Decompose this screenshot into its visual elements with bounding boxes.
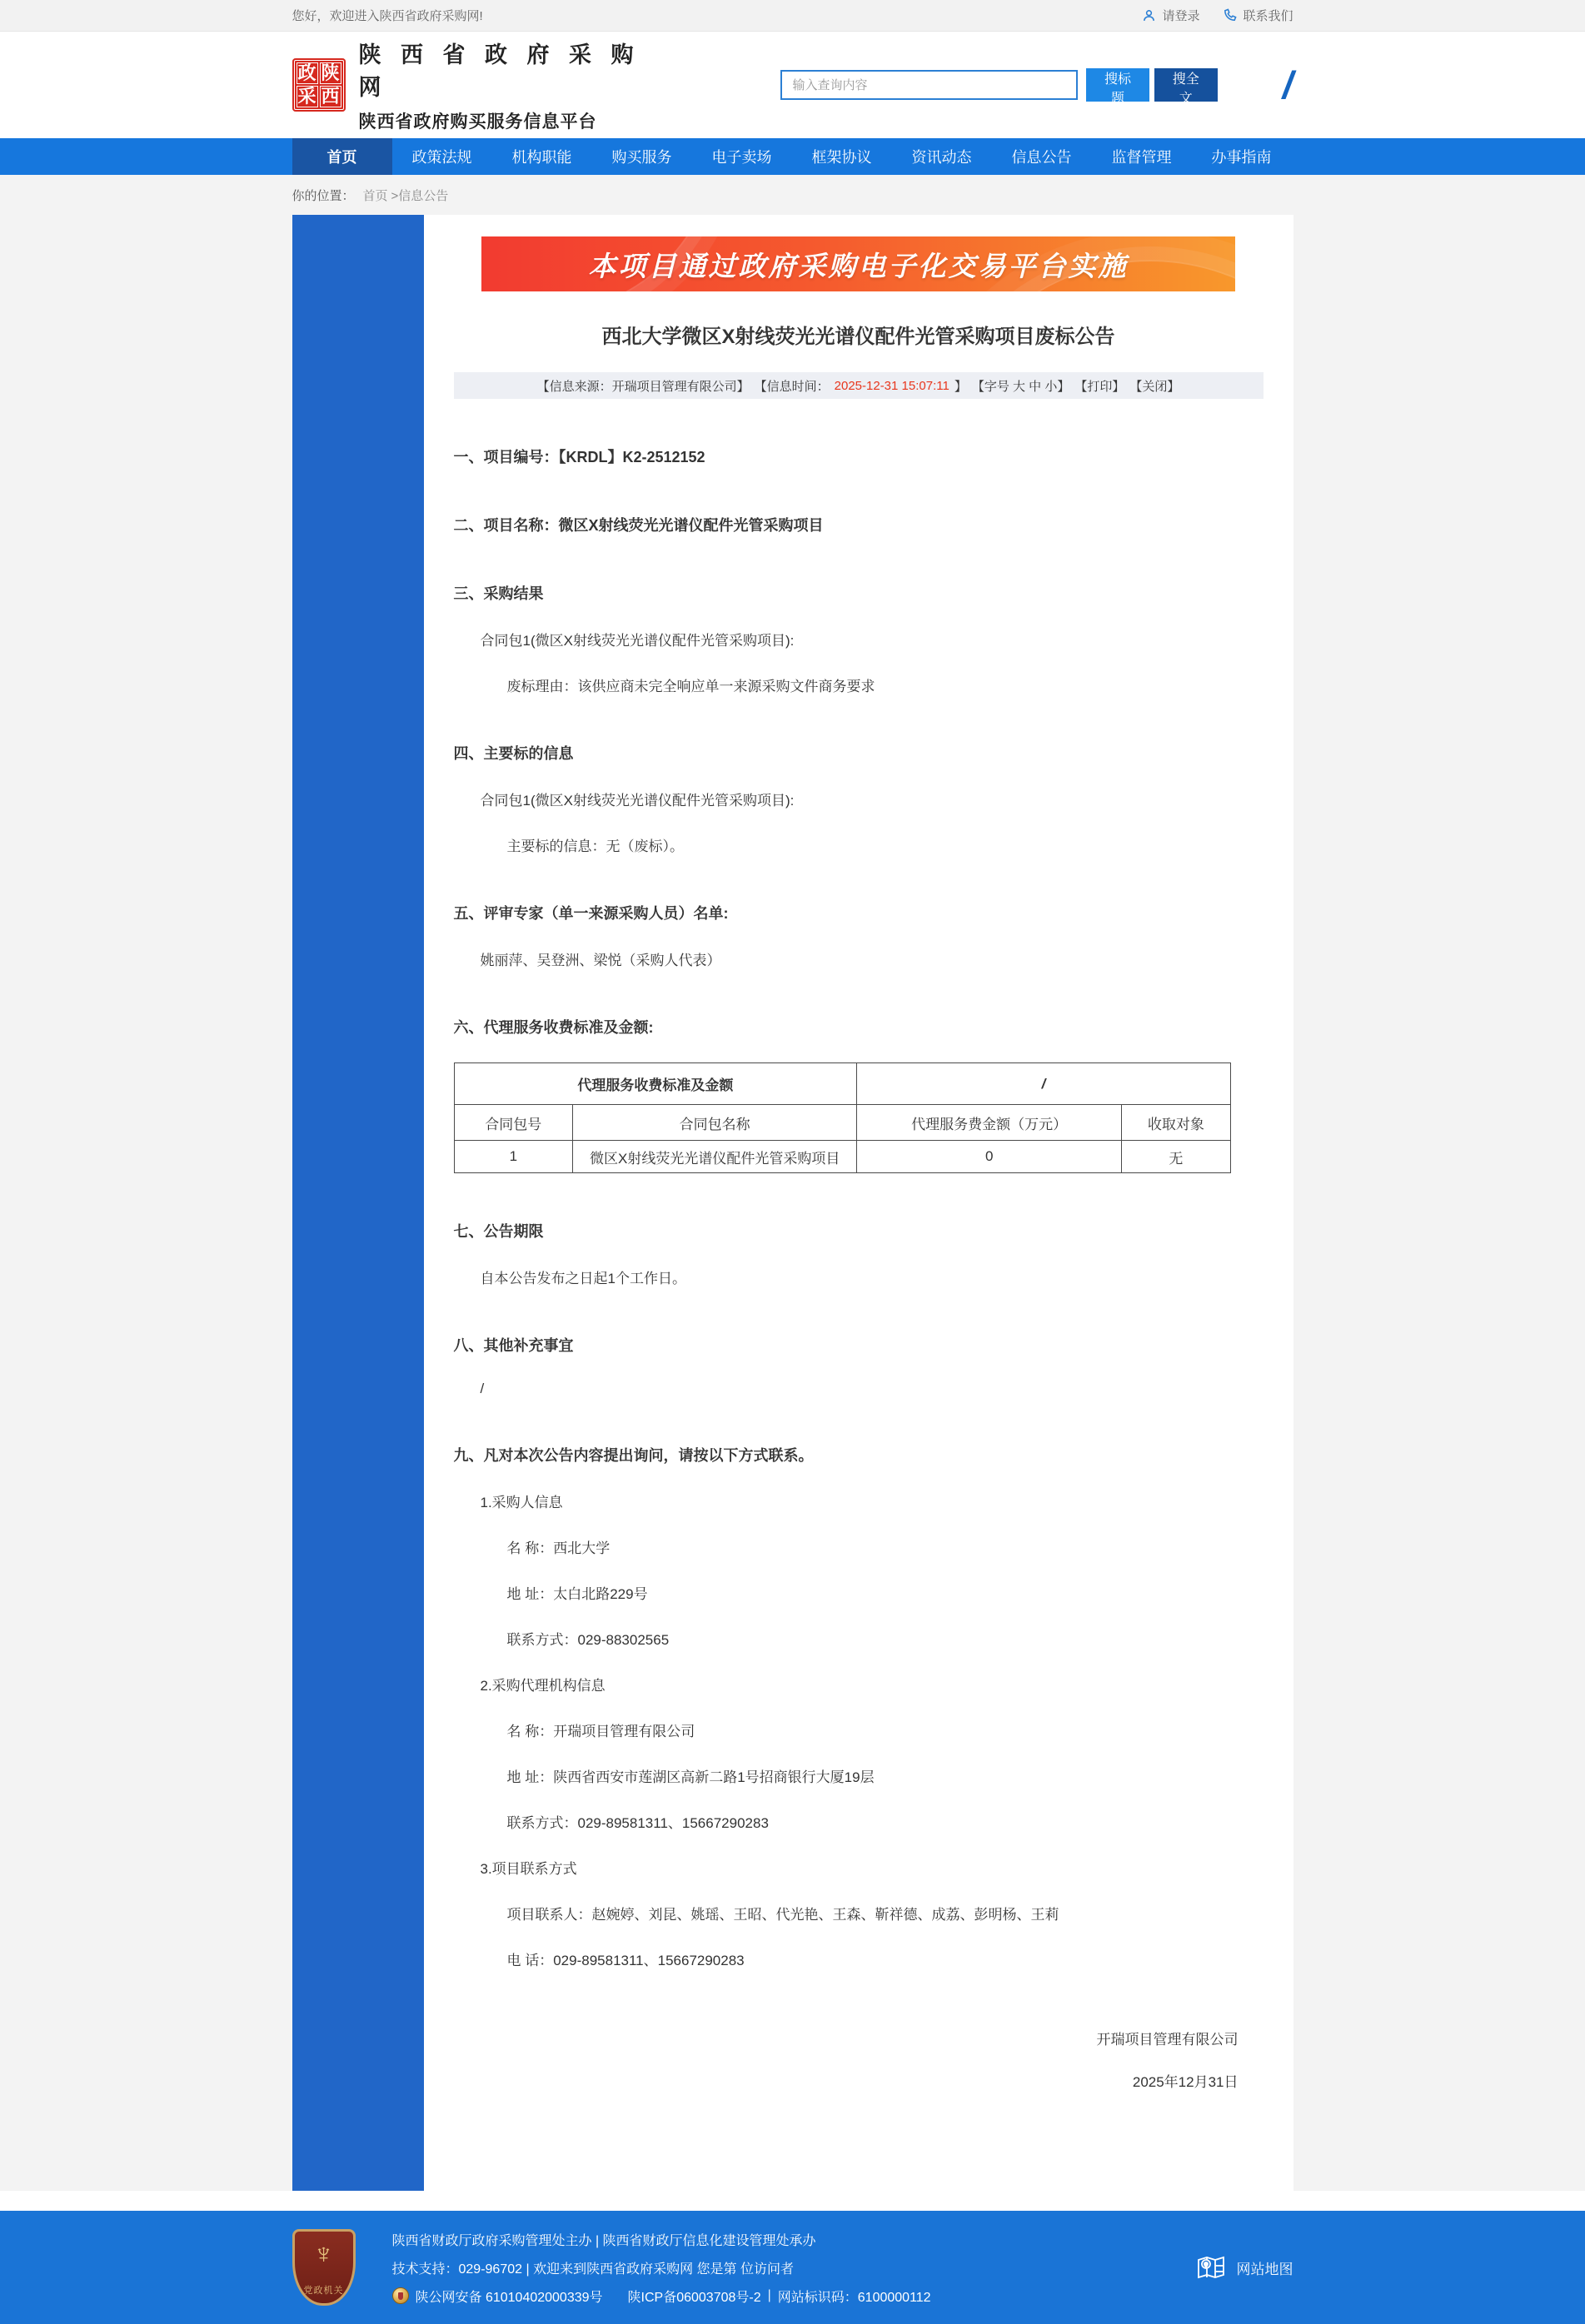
site-logo[interactable] [292,37,681,133]
site-code: 网站标识码：6100000112 [777,2290,931,2305]
paragraph: 地 址：陕西省西安市莲湖区高新二路1号招商银行大厦19层 [506,1769,875,1785]
info-time-prefix: 【信息时间： [754,379,830,394]
police-badge-icon [392,2287,409,2304]
paragraph: 废标理由：该供应商未完全响应单一来源采购文件商务要求 [506,679,875,694]
user-icon [1142,8,1156,22]
paragraph: 主要标的信息：无（废标）。 [506,839,684,854]
signature-date: 2025年12月31日 [1132,2074,1239,2090]
table-column-header: 合同包名称 [573,1105,857,1141]
table-cell: 0 [857,1141,1122,1173]
nav-item-8[interactable]: 信息公告 [1011,149,1072,166]
paragraph: 联系方式：029-88302565 [506,1632,670,1648]
paragraph: 自本公告发布之日起1个工作日。 [480,1271,686,1286]
banner-text: 本项目通过政府采购电子化交易平台实施 [588,250,1129,281]
table-cell: 无 [1122,1141,1231,1173]
paragraph: 项目联系人：赵婉婷、刘昆、姚瑶、王昭、代光艳、王森、靳祥德、成荔、彭明杨、王莉 [506,1907,1059,1923]
table-cell: 微区X射线荧光光谱仪配件光管采购项目 [573,1141,857,1173]
login-link[interactable]: 请登录 [1142,7,1199,24]
contact-link[interactable]: 联系我们 [1223,7,1293,24]
signature-block [454,2028,1264,2091]
section-4 [454,742,1264,855]
search-fulltext-button[interactable]: 搜全文 [1154,68,1218,102]
logo-char: 采 [297,86,317,107]
table-column-header: 代理服务费金额（万元） [857,1105,1122,1141]
table-column-header: 收取对象 [1122,1105,1231,1141]
section-heading: 三、采购结果 [453,585,544,602]
nav-item-3[interactable]: 机构职能 [511,149,572,166]
paragraph: 联系方式：029-89581311、15667290283 [506,1815,769,1831]
paragraph: 1.采购人信息 [480,1495,563,1510]
section-5 [454,902,1264,969]
table-row [454,1141,1230,1173]
topbar [0,0,1585,32]
section-1 [454,445,1264,467]
info-time: 2025-12-31 15:07:11 [834,378,950,393]
paragraph: 3.项目联系方式 [480,1861,577,1877]
section-7 [454,1220,1264,1287]
info-source: 【信息来源：开瑞项目管理有限公司】 [536,379,750,394]
section-heading: 二、项目名称：微区X射线荧光光谱仪配件光管采购项目 [453,517,824,534]
nav-item-7[interactable]: 资讯动态 [911,149,972,166]
paragraph: / [480,1381,485,1396]
close-button[interactable]: 【关闭】 [1129,379,1180,394]
signature-org: 开瑞项目管理有限公司 [1096,2032,1239,2048]
search-title-button[interactable]: 搜标题 [1086,68,1149,102]
party-gov-badge-icon [292,2229,356,2306]
nav-item-5[interactable]: 电子卖场 [711,149,772,166]
section-heading: 九、凡对本次公告内容提出询问，请按以下方式联系。 [453,1447,814,1464]
sitemap-icon [1197,2255,1225,2280]
sitemap-link[interactable]: 网站地图 [1197,2255,1293,2280]
article-title: 西北大学微区X射线荧光光谱仪配件光管采购项目废标公告 [601,326,1115,348]
nav-item-1[interactable]: 首页 [292,138,392,175]
section-8 [454,1334,1264,1397]
section-3 [454,582,1264,695]
section-heading: 六、代理服务收费标准及金额: [453,1019,654,1036]
badge-label: 党政机关 [303,2286,344,2296]
paragraph: 电 话：029-89581311、15667290283 [506,1953,745,1968]
table-column-header: 合同包号 [454,1105,573,1141]
breadcrumb [292,175,1293,215]
search-block [780,68,1217,106]
paragraph: 2.采购代理机构信息 [480,1678,606,1694]
platform-banner [481,236,1235,291]
nav-item-4[interactable]: 购买服务 [611,149,672,166]
article-meta-bar [454,372,1264,399]
info-time-suffix: 】 [954,379,967,394]
paragraph: 合同包1(微区X射线荧光光谱仪配件光管采购项目): [480,633,795,649]
section-heading: 四、主要标的信息 [453,745,574,762]
section-heading: 一、项目编号：【KRDL】K2-2512152 [453,449,705,465]
paragraph: 合同包1(微区X射线荧光光谱仪配件光管采购项目): [480,793,795,809]
logo-char: 西 [321,86,340,107]
icp-record-link[interactable]: 陕ICP备06003708号-2 [627,2290,761,2305]
article-main [424,215,1293,2191]
breadcrumb-prefix: 你的位置： [292,188,355,203]
print-button[interactable]: 【打印】 [1074,379,1125,394]
nav-item-10[interactable]: 办事指南 [1211,149,1272,166]
site-subtitle: 陕西省政府购买服务信息平台 [358,112,597,132]
footer-organizer-line: 陕西省财政厅政府采购管理处主办 | 陕西省财政厅信息化建设管理处承办 [391,2233,816,2248]
nav-item-9[interactable]: 监督管理 [1111,149,1172,166]
logo-char: 陕 [321,62,340,83]
section-heading: 五、评审专家（单一来源采购人员）名单: [453,905,729,922]
section-6 [454,1016,1264,1173]
section-9 [454,1444,1264,1969]
main-nav [0,138,1585,175]
welcome-text: 您好，欢迎进入陕西省政府采购网! [292,9,483,23]
paragraph: 名 称：西北大学 [506,1540,611,1556]
badge-emblem-icon: ♆ [312,2238,335,2270]
fontsize-control[interactable]: 【字号 大 中 小】 [971,379,1070,394]
logo-seal-icon [292,58,346,112]
paragraph: 地 址：太白北路229号 [506,1586,648,1602]
paragraph: 姚丽萍、吴登洲、梁悦（采购人代表） [480,953,721,968]
fee-table [454,1062,1231,1173]
nav-item-2[interactable]: 政策法规 [411,149,472,166]
table-merged-header-right: / [857,1063,1230,1105]
table-merged-header-left: 代理服务收费标准及金额 [454,1063,857,1105]
paragraph: 名 称：开瑞项目管理有限公司 [506,1724,695,1739]
slash-decoration: / [1282,63,1293,107]
section-heading: 七、公告期限 [453,1223,544,1240]
logo-char: 政 [297,62,317,83]
content-area [0,175,1585,2191]
article-sections [454,445,1264,1969]
search-input[interactable] [780,70,1078,100]
table-cell: 1 [454,1141,573,1173]
breadcrumb-home-link[interactable]: 首页 [362,188,388,203]
left-sidebar [292,215,424,2191]
site-footer [0,2211,1585,2324]
footer-support-line: 技术支持：029-96702 | 欢迎来到陕西省政府采购网 您是第 位访问者 [391,2262,794,2277]
nav-item-6[interactable]: 框架协议 [811,149,872,166]
site-header [0,32,1585,138]
footer-record-line: 陕公网安备 61010402000339号 陕ICP备06003708号-2 | 网站标识码：6100000112 [392,2287,931,2306]
breadcrumb-current: >信息公告 [391,188,449,203]
site-name: 陕 西 省 政 府 采 购 网 [358,42,640,100]
security-record-link[interactable]: 陕公网安备 61010402000339号 [415,2290,603,2305]
section-2 [454,514,1264,535]
section-heading: 八、其他补充事宜 [453,1337,574,1354]
phone-icon [1223,8,1237,22]
